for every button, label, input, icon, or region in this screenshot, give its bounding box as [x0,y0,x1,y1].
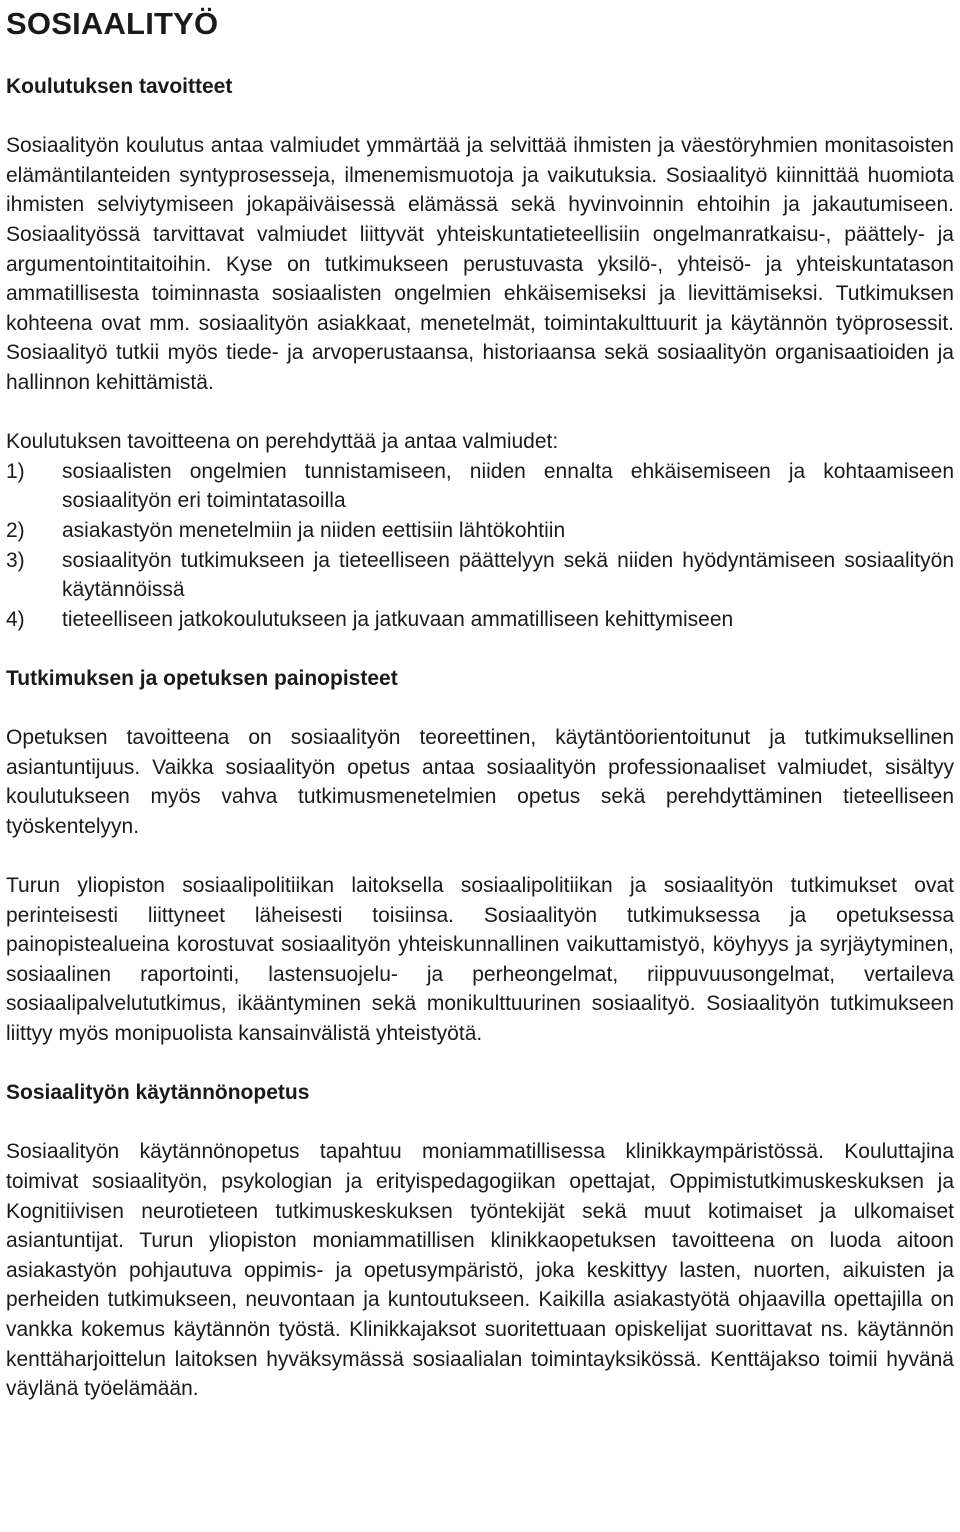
list-item [6,546,954,605]
list-item-number: 3) [6,548,25,572]
section-heading-painopisteet: Tutkimuksen ja opetuksen painopisteet [6,666,398,690]
list-item [6,605,954,635]
spacer [6,841,954,871]
section-heading-kaytannonopetus: Sosiaalityön käytännönopetus [6,1081,310,1105]
page-title: SOSIAALITYÖ [6,6,219,41]
paragraph-turun-yliopisto: Turun yliopiston sosiaalipolitiikan laitoksella sosiaalipolitiikan ja sosiaalityön tutkimukset ovat perinteisesti liittyneet läheisesti toisiinsa. Sosiaalityön tutkimuksessa ja opetuksessa painopistealueina korostuvat sosiaalityön yhteiskunnallinen vaikuttamistyö, köyhyys ja syrjäytyminen, sosiaalinen raportointi, lastensuojelu- ja perheongelmat, riippuvuusongelmat, vertaileva sosiaalipalvelututkimus, ikääntyminen sekä monikulttuurinen sosiaalityö. Sosiaalityön tutkimukseen liittyy myös monipuolista kansainvälistä yhteistyötä. [6,874,954,1045]
list-intro: Koulutuksen tavoitteena on perehdyttää ja antaa valmiudet: [6,430,559,454]
spacer [6,398,954,428]
spacer [6,693,954,723]
paragraph-opetuksen-tavoite: Opetuksen tavoitteena on sosiaalityön teoreettinen, käytäntöorientoitunut ja tutkimuksellinen asiantuntijuus. Vaikka sosiaalityön opetus antaa sosiaalityön professionaaliset valmiudet, sisältyy koulutukseen myös vahva tutkimusmenetelmien opetus sekä perehdyttäminen tieteelliseen työskentelyyn. [6,726,954,838]
list-item [6,457,954,516]
list-item-number: 2) [6,518,25,542]
list-item-number: 1) [6,459,25,483]
paragraph-koulutus-intro: Sosiaalityön koulutus antaa valmiudet ymmärtää ja selvittää ihmisten ja väestöryhmien monitasoisten elämäntilanteiden syntyprosesseja, ilmenemismuotoja ja vaikutuksia. Sosiaalityö kiinnittää huomiota ihmisten selviytymiseen jokapäiväisessä elämässä sekä hyvinvoinnin ehtoihin ja jakautumiseen. Sosiaalityössä tarvittavat valmiudet liittyvät yhteiskuntatieteellisiin ongelmanratkaisu-, päättely- ja argumentointitaitoihin. Kyse on tutkimukseen perustuvasta yksilö-, yhteisö- ja yhteiskuntatason ammatillisesta toiminnasta sosiaalisten ongelmien ehkäisemiseksi ja lievittämiseksi. Tutkimuksen kohteena ovat mm. sosiaalityön asiakkaat, menetelmät, toimintakulttuurit ja käytännön työprosessit. Sosiaalityö tutkii myös tiede- ja arvoperustaansa, historiaansa sekä sosiaalityön organisaatioiden ja hallinnon kehittämistä. [6,134,954,394]
spacer [6,1049,954,1079]
spacer [6,102,954,132]
goals-list [6,457,954,635]
section-heading-koulutuksen-tavoitteet: Koulutuksen tavoitteet [6,75,233,98]
list-item-text: sosiaalityön tutkimukseen ja tieteelliseen päättelyyn sekä niiden hyödyntämiseen sosiaalityön käytännöissä [62,548,954,602]
spacer [6,634,954,664]
list-item-number: 4) [6,607,25,631]
spacer [6,1108,954,1138]
list-item [6,516,954,546]
spacer [6,44,954,72]
paragraph-kaytannonopetus: Sosiaalityön käytännönopetus tapahtuu moniammatillisessa klinikkaympäristössä. Kouluttajina toimivat sosiaalityön, psykologian ja erityispedagogiikan opettajat, Oppimistutkimuskeskuksen ja Kognitiivisen neurotieteen tutkimuskeskuksen työntekijät sekä muut kotimaiset ja ulkomaiset asiantuntijat. Turun yliopiston moniammatillisen klinikkaopetuksen tavoitteena on luoda aitoon asiakastyön pohjautuva oppimis- ja opetusympäristö, joka keskittyy lasten, nuorten, aikuisten ja perheiden tutkimukseen, neuvontaan ja kuntoutukseen. Kaikilla asiakastyötä ohjaavilla opettajilla on vankka kokemus käytännön työstä. Klinikkajaksot suoritettuaan opiskelijat suorittavat ns. käytännön kenttäharjoittelun laitoksen hyväksymässä sosiaalialan toimintayksikössä. Kenttäjakso toimii hyvänä väylänä työelämään. [6,1140,954,1401]
list-item-text: tieteelliseen jatkokoulutukseen ja jatkuvaan ammatilliseen kehittymiseen [62,607,734,631]
list-item-text: sosiaalisten ongelmien tunnistamiseen, niiden ennalta ehkäisemiseen ja kohtaamiseen sosiaalityön eri toimintatasoilla [62,459,954,513]
list-item-text: asiakastyön menetelmiin ja niiden eettisiin lähtökohtiin [62,518,566,542]
